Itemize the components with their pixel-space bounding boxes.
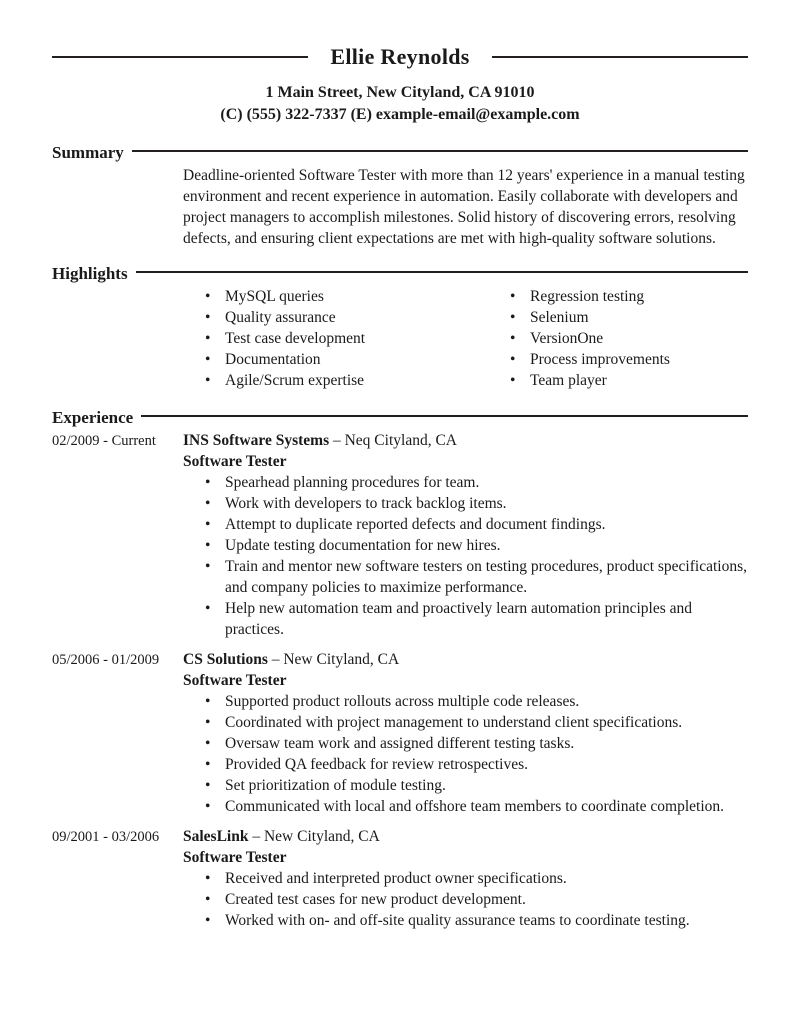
highlights-column-2 [488,286,748,391]
job-bullet-text: Attempt to duplicate reported defects and document findings. [225,516,606,533]
company-location-separator: – [332,432,341,449]
highlight-label: Documentation [225,351,321,368]
job-dates: 02/2009 - Current [52,433,156,449]
company-line [183,430,748,451]
job-title: Software Tester [183,672,287,689]
bullet-icon: • [205,600,211,617]
company-name: SalesLink [183,828,249,845]
highlight-item [183,349,488,370]
bullet-icon: • [510,309,516,326]
section-highlights [52,263,748,391]
highlight-item [183,370,488,391]
bullet-icon: • [205,537,211,554]
job-bullet-text: Train and mentor new software testers on testing procedures, product specifications, and company policies to maximize performance. [225,558,747,596]
job-bullet-text: Spearhead planning procedures for team. [225,474,480,491]
job-entry-saleslink [52,826,748,931]
highlight-item [488,349,748,370]
section-experience [52,407,748,931]
summary-section-rule [132,150,748,152]
job-bullet [183,556,748,598]
job-title: Software Tester [183,849,287,866]
company-name: INS Software Systems [183,432,330,449]
job-bullet-list [183,472,748,640]
job-details [183,430,748,640]
highlight-label: Quality assurance [225,309,336,326]
job-entry-ins-software-systems [52,430,748,640]
job-bullet-list [183,868,748,931]
highlights-section-rule [136,271,748,273]
job-dates: 05/2006 - 01/2009 [52,652,160,668]
job-bullet-text: Update testing documentation for new hires. [225,537,501,554]
job-bullet-text: Supported product rollouts across multiple code releases. [225,693,580,710]
job-bullet-text: Oversaw team work and assigned different testing tasks. [225,735,575,752]
job-bullet [183,754,748,775]
job-bullet [183,712,748,733]
bullet-icon: • [205,891,211,908]
highlight-label: Selenium [530,309,589,326]
job-bullet [183,868,748,889]
job-bullet [183,733,748,754]
highlight-item [183,307,488,328]
highlight-label: Regression testing [530,288,645,305]
highlights-section-title: Highlights [52,264,128,283]
experience-section-title: Experience [52,408,134,427]
job-bullet [183,796,748,817]
highlight-label: Team player [530,372,607,389]
highlight-item [488,328,748,349]
job-bullet-text: Received and interpreted product owner specifications. [225,870,567,887]
job-bullet [183,889,748,910]
job-bullet-text: Worked with on- and off-site quality assurance teams to coordinate testing. [225,912,690,929]
company-name: CS Solutions [183,651,268,668]
job-details [183,649,748,817]
bullet-icon: • [205,798,211,815]
name-row [52,44,748,70]
bullet-icon: • [510,351,516,368]
bullet-icon: • [205,870,211,887]
highlights-column-1 [183,286,488,391]
job-bullet [183,535,748,556]
job-bullet [183,472,748,493]
bullet-icon: • [510,330,516,347]
name-rule-right [492,56,748,58]
job-bullet-text: Help new automation team and proactively learn automation principles and practices. [225,600,692,638]
company-location-separator: – [271,651,280,668]
job-bullet [183,598,748,640]
bullet-icon: • [205,495,211,512]
highlight-item [488,307,748,328]
job-bullet-text: Provided QA feedback for review retrospectives. [225,756,528,773]
bullet-icon: • [205,735,211,752]
job-bullet [183,493,748,514]
bullet-icon: • [205,714,211,731]
contact-line: (C) (555) 322-7337 (E) example-email@example.com [220,106,580,123]
company-line [183,826,748,847]
highlight-item [488,370,748,391]
company-location: Neq Cityland, CA [344,432,457,449]
bullet-icon: • [205,330,211,347]
job-details [183,826,748,931]
highlight-item [183,286,488,307]
bullet-icon: • [205,693,211,710]
highlight-label: Test case development [225,330,366,347]
highlight-label: Process improvements [530,351,670,368]
bullet-icon: • [205,516,211,533]
job-bullet [183,514,748,535]
job-entry-cs-solutions [52,649,748,817]
highlights-section-head [52,263,748,284]
highlight-label: MySQL queries [225,288,324,305]
bullet-icon: • [510,288,516,305]
job-bullet [183,910,748,931]
name-rule-left [52,56,308,58]
job-bullet [183,775,748,796]
bullet-icon: • [205,288,211,305]
company-line [183,649,748,670]
highlight-item [488,286,748,307]
bullet-icon: • [205,777,211,794]
summary-text: Deadline-oriented Software Tester with more than 12 years' experience in a manual testing environment and recent experience in automation. Easily collaborate with developers and project managers to accomplish milestones. Solid history of discovering errors, resolving defects, and ensuring client expectations are met with high-quality software solutions. [183,167,745,247]
bullet-icon: • [205,474,211,491]
resume-header [52,44,748,125]
company-location-separator: – [252,828,261,845]
company-location: New Cityland, CA [283,651,400,668]
person-name: Ellie Reynolds [330,44,470,69]
summary-section-title: Summary [52,143,124,162]
bullet-icon: • [205,372,211,389]
job-bullet-text: Coordinated with project management to understand client specifications. [225,714,683,731]
company-location: New Cityland, CA [263,828,380,845]
job-bullet-text: Communicated with local and offshore team members to coordinate completion. [225,798,725,815]
job-bullet-text: Set prioritization of module testing. [225,777,446,794]
bullet-icon: • [205,756,211,773]
bullet-icon: • [510,372,516,389]
highlights-grid [183,286,748,391]
job-bullet-text: Created test cases for new product development. [225,891,526,908]
summary-section-head [52,142,748,163]
section-summary [52,142,748,249]
experience-section-rule [141,415,748,417]
bullet-icon: • [205,912,211,929]
job-bullet [183,691,748,712]
job-bullet-list [183,691,748,817]
bullet-icon: • [205,351,211,368]
address-line: 1 Main Street, New Cityland, CA 91010 [265,84,535,101]
job-dates: 09/2001 - 03/2006 [52,829,160,845]
highlight-item [183,328,488,349]
job-title: Software Tester [183,453,287,470]
bullet-icon: • [205,309,211,326]
bullet-icon: • [205,558,211,575]
highlight-label: Agile/Scrum expertise [225,372,365,389]
job-bullet-text: Work with developers to track backlog items. [225,495,507,512]
experience-section-head [52,407,748,428]
highlight-label: VersionOne [530,330,604,347]
